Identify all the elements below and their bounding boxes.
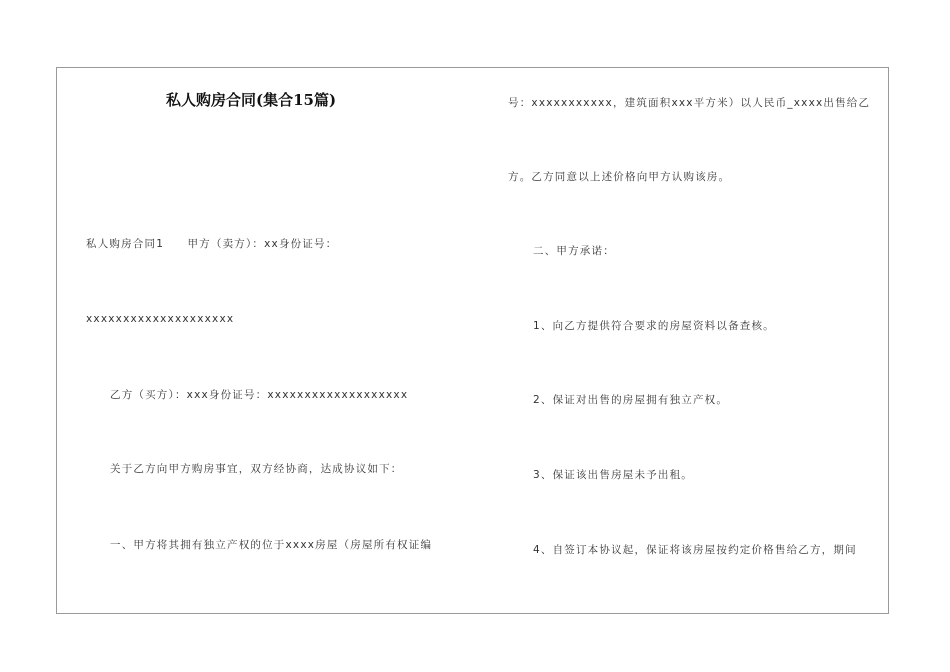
right-line-promise-1: 1、向乙方提供符合要求的房屋资料以备查核。 [533,320,775,332]
left-line-agreement-intro: 关于乙方向甲方购房事宜，双方经协商，达成协议如下： [110,463,403,475]
right-line-clause-one-cont: 号：xxxxxxxxxxx，建筑面积xxx平方米）以人民币_xxxx出售给乙 [508,97,871,109]
left-line-buyer: 乙方（买方）：xxx身份证号：xxxxxxxxxxxxxxxxxxx [110,389,409,401]
document-title: 私人购房合同(集合15篇) [166,91,337,109]
left-line-id-number: xxxxxxxxxxxxxxxxxxxx [86,313,235,325]
right-line-promise-4: 4、自签订本协议起，保证将该房屋按约定价格售给乙方，期间 [533,544,857,556]
document-page [56,67,889,614]
right-line-promise-3: 3、保证该出售房屋未予出租。 [533,469,693,481]
right-line-seller-promises: 二、甲方承诺： [533,245,615,257]
right-line-buyer-agrees: 方。乙方同意以上述价格向甲方认购该房。 [508,171,731,183]
left-line-clause-one: 一、甲方将其拥有独立产权的位于xxxx房屋（房屋所有权证编 [110,539,433,551]
left-line-contract-heading: 私人购房合同1 甲方（卖方）：xx身份证号： [86,238,338,250]
right-line-promise-2: 2、保证对出售的房屋拥有独立产权。 [533,394,729,406]
